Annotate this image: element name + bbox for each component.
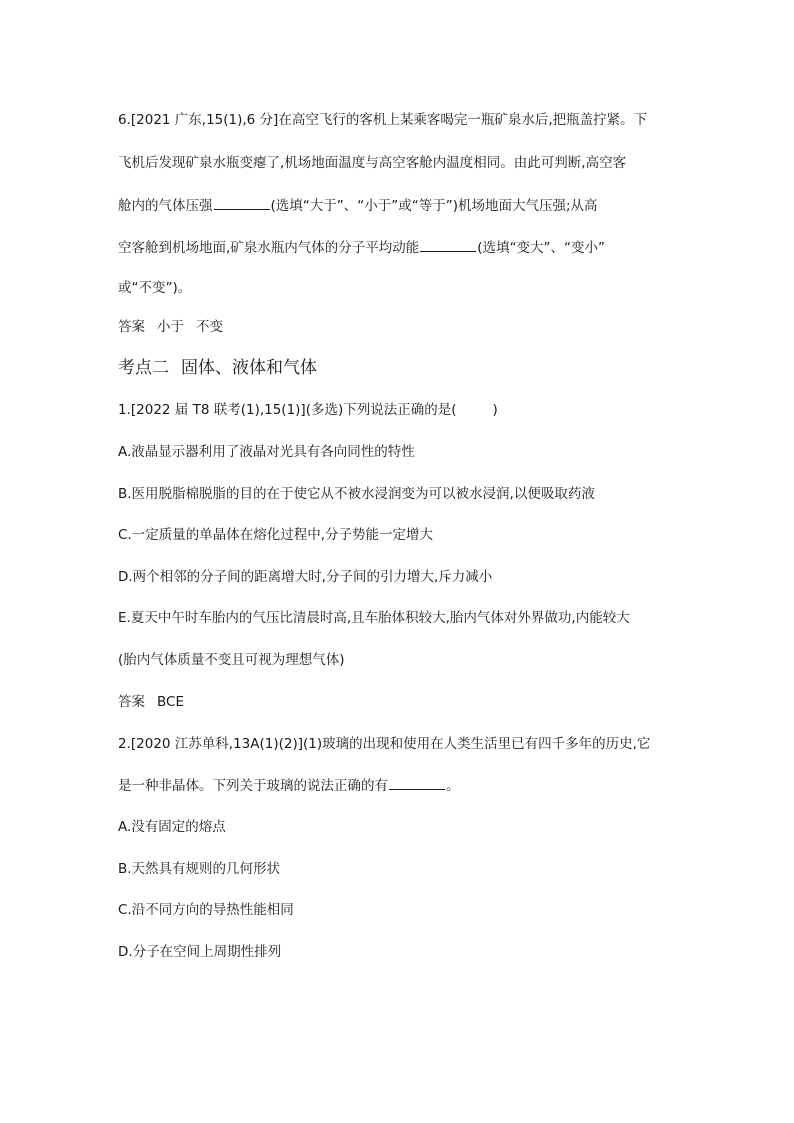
q6-line-1: 6.[2021 广东,15(1),6 分]在高空飞行的客机上某乘客喝完一瓶矿泉水后,把瓶盖拧紧。下 <box>118 112 648 128</box>
q6-blank-2 <box>420 238 476 252</box>
q1-answer-value: BCE <box>157 694 184 710</box>
q6-answer-a: 小于 <box>157 319 184 335</box>
q2-line-2-text-a: 是一种非晶体。下列关于玻璃的说法正确的有 <box>118 778 388 794</box>
q1-option-a: A.液晶显示器利用了液晶对光具有各向同性的特性 <box>118 444 415 460</box>
q1-stem-close-paren: ) <box>492 402 498 418</box>
q6-answer-label: 答案 <box>118 319 145 335</box>
q2-line-2-text-b: 。 <box>446 778 460 794</box>
q6-answer <box>118 317 734 337</box>
q6-line-3-text-a: 舱内的气体压强 <box>118 198 213 214</box>
q1-option-e-line-2: (胎内气体质量不变且可视为理想气体) <box>118 652 345 668</box>
section-title: 固体、液体和气体 <box>181 358 317 378</box>
q6-line-3 <box>118 196 734 216</box>
q1-option-b: B.医用脱脂棉脱脂的目的在于使它从不被水浸润变为可以被水浸润,以便吸取药液 <box>118 486 595 502</box>
section-heading <box>118 356 317 380</box>
q6-answer-b: 不变 <box>196 319 223 335</box>
q2-option-a: A.没有固定的熔点 <box>118 819 226 835</box>
q2-line-2 <box>118 776 734 796</box>
q1-answer-label: 答案 <box>118 694 145 710</box>
q2-option-b: B.天然具有规则的几何形状 <box>118 861 281 877</box>
q1-option-e-line-1: E.夏天中午时车胎内的气压比清晨时高,且车胎体积较大,胎内气体对外界做功,内能较大 <box>118 610 630 626</box>
q2-line-1: 2.[2020 江苏单科,13A(1)(2)](1)玻璃的出现和使用在人类生活里已有四千多年的历史,它 <box>118 736 651 752</box>
q6-line-2: 飞机后发现矿泉水瓶变瘪了,机场地面温度与高空客舱内温度相同。由此可判断,高空客 <box>118 155 627 171</box>
q6-line-4-text-a: 空客舱到机场地面,矿泉水瓶内气体的分子平均动能 <box>118 240 420 256</box>
q2-option-d: D.分子在空间上周期性排列 <box>118 944 282 960</box>
q6-line-4-text-b: (选填“变大”、“变小” <box>477 240 606 256</box>
q1-answer <box>118 692 734 712</box>
q6-line-4 <box>118 238 734 258</box>
q6-line-3-text-b: (选填“大于”、“小于”或“等于”)机场地面大气压强;从高 <box>270 198 598 214</box>
q1-stem <box>118 400 734 420</box>
q2-blank <box>389 776 445 790</box>
q1-option-d: D.两个相邻的分子间的距离增大时,分子间的引力增大,斥力减小 <box>118 569 493 585</box>
section-label: 考点二 <box>118 358 169 378</box>
q2-option-c: C.沿不同方向的导热性能相同 <box>118 902 294 918</box>
q6-line-5: 或“不变”)。 <box>118 280 192 296</box>
q1-option-c: C.一定质量的单晶体在熔化过程中,分子势能一定增大 <box>118 527 434 543</box>
q1-stem-text: 1.[2022 届 T8 联考(1),15(1)](多选)下列说法正确的是( <box>118 402 457 418</box>
q6-blank-1 <box>214 196 270 210</box>
